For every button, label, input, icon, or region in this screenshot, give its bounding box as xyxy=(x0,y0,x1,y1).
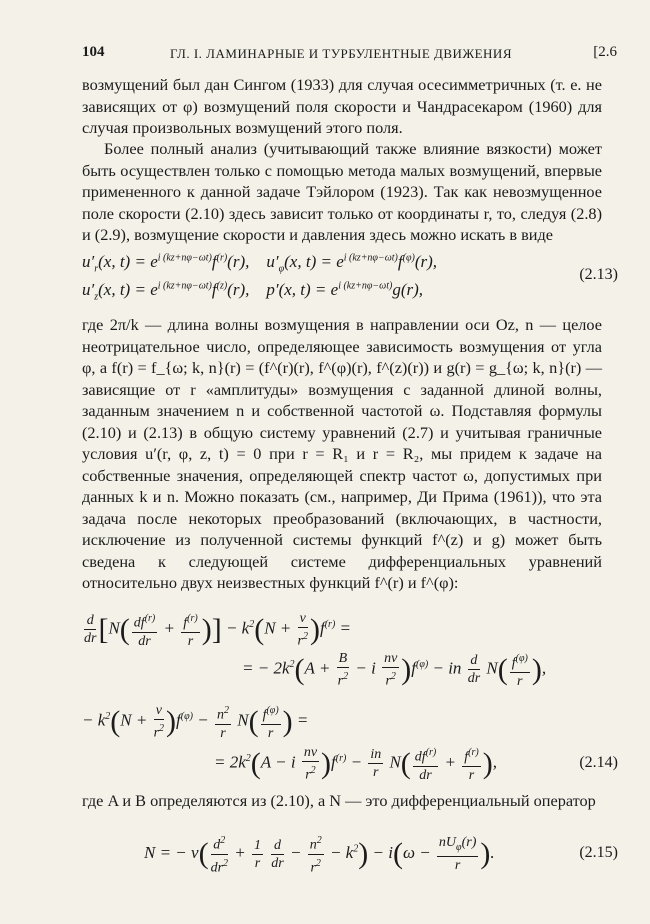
equation-2-13 xyxy=(82,252,618,308)
paragraph-2 xyxy=(82,138,602,246)
equation-2-14-line-3: − $k^2(N$ + $\frac{\nu}{r^2}$ )$f^{(\varphi)}$ − $\frac{n^2}{r}$ N( $\frac{f^{(\varphi)}}{r}$ ) = xyxy=(82,703,309,741)
equation-2-14-line-4: = $2k^2(A - i$ $\frac{n\nu}{r^2}$ )$f^{(r)}$ − $\frac{in}{r}$ N( $\frac{df^{(r)}}{dr}$ + $\frac{f^{(r)}}{r}$ ), xyxy=(214,745,497,783)
equation-2-13-line-2: $u'_z(x$, $t) = e^{i (kz+n\varphi-\omega t)}f^{(z)}(r)$, p′(x, $t) = e^{i (kz+n\varphi-\omega t)}g(r)$, xyxy=(82,280,424,303)
equation-2-15 xyxy=(82,832,618,876)
section-number: [2.6 xyxy=(593,44,617,60)
equation-2-14-line-1: $\frac{d}{dr}$ [N( $\frac{df^{(r)}}{dr}$ + $\frac{f^{(r)}}{r}$ )] − $k^2(N$ + $\frac{\nu}{r^2}$ )$f^{(r)}$ = xyxy=(84,611,352,649)
equation-number-2-14: (2.14) xyxy=(579,754,618,771)
equation-2-15-body: N = − ν( $\frac{d^2}{dr^2}$ + $\frac{1}{r}$ $\frac{d}{dr}$ − $\frac{n^2}{r^2}$ − $k^2) - i(\omega$ − $\frac{nU_\varphi(r)}{r}$ ). xyxy=(144,832,495,876)
equation-number-2-13: (2.13) xyxy=(579,266,618,283)
paragraph-1 xyxy=(82,74,602,139)
paragraph-4-text: где A и B определяются из (2.10), а N — это дифференциальный оператор xyxy=(82,791,596,810)
paragraph-3-text: где 2π/k — длина волны возмущения в направлении оси Oz, n — целое неотрицательное число, определяющее зависимость возмущения от угла φ, а f(r) = f_{ω; k, n}(r) = (f^(r)(r), f^(φ)(r), f^(z)(r)) и g(r) = g_{ω; k, n}(r) — зависящие от r «амплитуды» возмущения с заданной длиной волны, заданным значением n и собственной частотой ω. Подставляя формулы (2.10) и (2.13) в общую систему уравнений (2.7) и учитывая граничные условия u′(r, φ, z, t) = 0 при r = R₁ и r = R₂, мы придем к задаче на собственные значения, определяющей спектр частот ω, допустимых при данных k и n. Можно показать (см., например, Ди Прима (1961)), что эта задача после некоторых преобразований (включающих, в частности, исключение из полученной системы функций f^(z) и g) может быть сведена к следующей системе дифференциальных уравнений относительно двух неизвестных функций f^(r) и f^(φ): xyxy=(82,315,602,592)
page-number: 104 xyxy=(82,44,105,60)
equation-number-2-15: (2.15) xyxy=(579,844,618,861)
equation-2-14 xyxy=(82,610,618,786)
paragraph-4 xyxy=(82,790,602,812)
equation-2-13-line-1: $u'_r(x$, $t) = e^{i (kz+n\varphi-\omega t)}f^{(r)}(r)$, $u'_\varphi(x$, $t) = e^{i (kz+n\varphi-\omega t)}f^{(\varphi)}(r)$, xyxy=(82,252,438,275)
equation-2-14-line-2: = − $2k^2(A$ + $\frac{B}{r^2}$ − i $\frac{n\nu}{r^2}$ )$f^{(\varphi)}$ − in $\frac{d}{dr}$ N( $\frac{f^{(\varphi)}}{r}$ ), xyxy=(242,651,547,689)
paragraph-1-text: возмущений был дан Сингом (1933) для случая осесимметричных (т. е. не зависящих от φ) возмущений поля скорости и Чандрасекаром (1960) для случая произвольных возмущений этого поля. xyxy=(82,75,602,137)
running-title: ГЛ. I. ЛАМИНАРНЫЕ И ТУРБУЛЕНТНЫЕ ДВИЖЕНИЯ xyxy=(170,46,512,61)
paragraph-2-text: Более полный анализ (учитывающий также влияние вязкости) может быть осуществлен только с помощью метода малых возмущений, впервые примененного к данной задаче Тэйлором (1923). Так как невозмущенное поле скорости (2.10) здесь зависит только от координаты r, то, следуя (2.8) и (2.9), возмущение скорости и давления здесь можно искать в виде xyxy=(82,139,602,244)
running-header xyxy=(82,44,617,66)
paragraph-3 xyxy=(82,314,602,594)
